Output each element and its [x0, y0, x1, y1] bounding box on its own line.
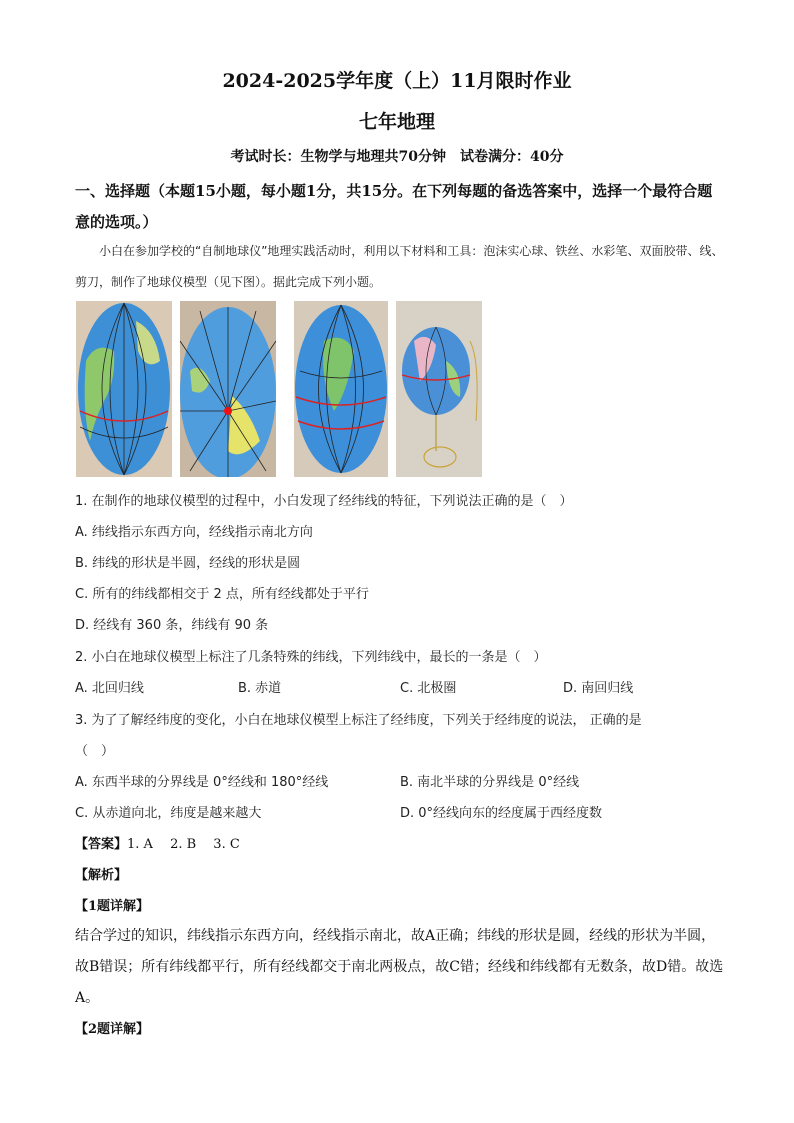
- question-3-stem-bracket: （ ）: [75, 744, 115, 759]
- question-1-option-b: B. 纬线的形状是半圆，经线的形状是圆: [75, 556, 301, 571]
- question-3-stem: 3. 为了了解经纬度的变化，小白在地球仪模型上标注了经纬度，下列关于经纬度的说法， 正确的是: [75, 713, 642, 728]
- document-title: 2024-2025学年度（上）11月限时作业: [222, 70, 572, 92]
- question-2-option-d: D. 南回归线: [563, 681, 634, 696]
- question-2-option-c: C. 北极圈: [400, 681, 457, 696]
- question-1-option-a: A. 纬线指示东西方向，经线指示南北方向: [75, 525, 313, 540]
- question-3-option-a: A. 东西半球的分界线是 0°经线和 180°经线: [75, 775, 329, 790]
- exam-info: 考试时长：生物学与地理共70分钟 试卷满分：40分: [230, 149, 564, 165]
- question-3-option-b: B. 南北半球的分界线是 0°经线: [400, 775, 580, 790]
- question-3-option-d: D. 0°经线向东的经度属于西经度数: [400, 806, 603, 821]
- globe-photo-4: [396, 301, 482, 477]
- question-2-option-a: A. 北回归线: [75, 681, 144, 696]
- question-2-stem: 2. 小白在地球仪模型上标注了几条特殊的纬线，下列纬线中，最长的一条是（ ）: [75, 650, 547, 665]
- detail-1-text: 结合学过的知识，纬线指示东西方向，经线指示南北，故A正确；纬线的形状是圆，经线的形状为半圆，故B错误；所有纬线都平行，所有经线都交于南北两极点，故C错；经线和纬线都有无数条，故D错。故选A。: [75, 928, 724, 1006]
- globe-photo-3: [294, 301, 388, 477]
- question-2-option-b: B. 赤道: [238, 681, 282, 696]
- analysis-label: 【解析】: [75, 868, 128, 883]
- globe-photo-2: [180, 301, 276, 477]
- section-heading: 一、选择题（本题15小题，每小题1分，共15分。在下列每题的备选答案中，选择一个最符合题意的选项。）: [75, 182, 713, 231]
- detail-1-label: 【1题详解】: [75, 899, 150, 914]
- intro-paragraph: 小白在参加学校的“自制地球仪”地理实践活动时，利用以下材料和工具：泡沫实心球、铁丝、水彩笔、双面胶带、线、剪刀，制作了地球仪模型（见下图）。据此完成下列小题。: [75, 244, 724, 289]
- question-1-option-d: D. 经线有 360 条，纬线有 90 条: [75, 618, 269, 633]
- answer-text: 1. A 2. B 3. C: [127, 837, 240, 852]
- globe-photo-1: [76, 301, 172, 477]
- detail-2-label: 【2题详解】: [75, 1022, 150, 1037]
- subject-title: 七年地理: [358, 111, 435, 133]
- answer-label: 【答案】: [75, 837, 128, 852]
- question-1-stem: 1. 在制作的地球仪模型的过程中，小白发现了经纬线的特征，下列说法正确的是（ ）: [75, 494, 573, 509]
- question-1-option-c: C. 所有的纬线都相交于 2 点，所有经线都处于平行: [75, 587, 369, 602]
- answer-line: [75, 833, 240, 852]
- question-3-option-c: C. 从赤道向北，纬度是越来越大: [75, 806, 262, 821]
